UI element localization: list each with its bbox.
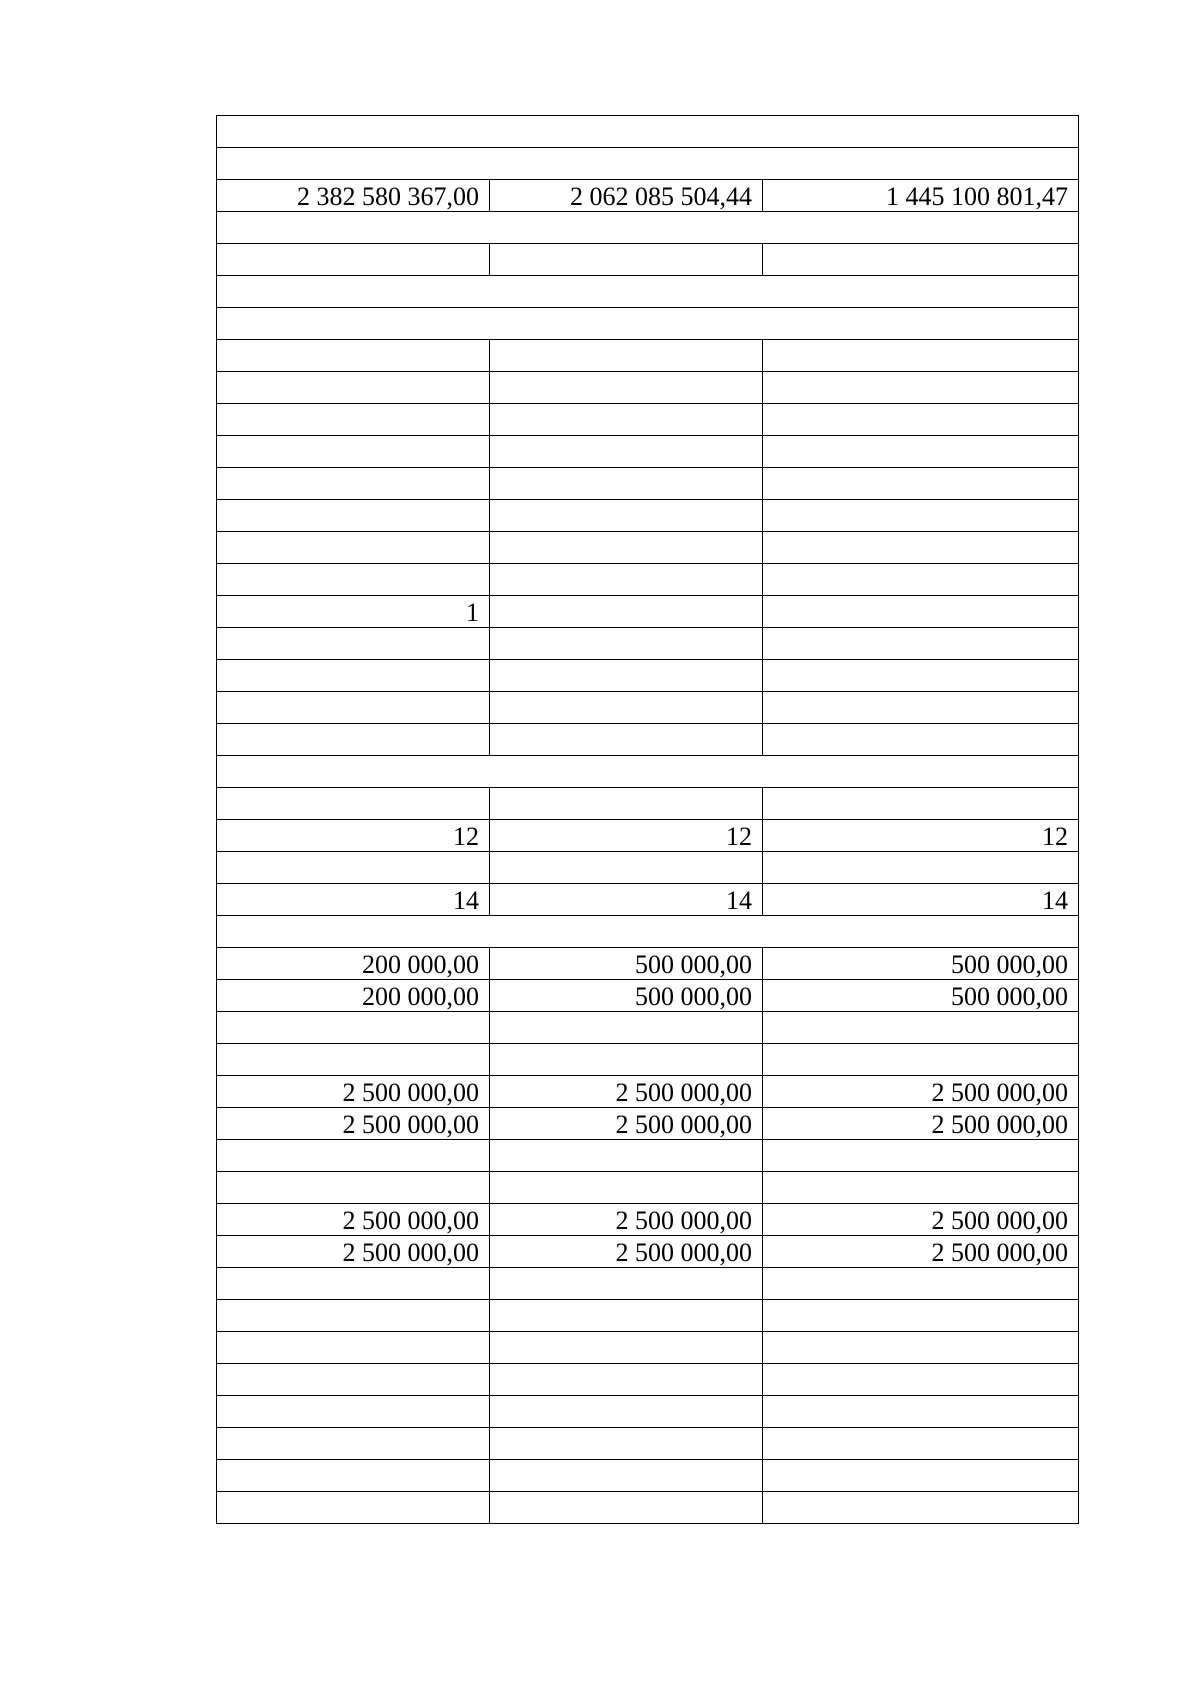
table-cell: 2 500 000,00 (217, 1204, 490, 1236)
table-cell (490, 372, 763, 404)
table-row (217, 404, 1079, 436)
table-row (217, 180, 1079, 212)
table-cell (217, 468, 490, 500)
table-cell (490, 1492, 763, 1524)
table-cell: 500 000,00 (490, 948, 763, 980)
table-cell: 2 500 000,00 (217, 1236, 490, 1268)
table-cell (763, 1268, 1079, 1300)
table-cell (217, 1140, 490, 1172)
table-cell (217, 1044, 490, 1076)
table-cell (763, 532, 1079, 564)
table-row (217, 532, 1079, 564)
table-cell: 2 062 085 504,44 (490, 180, 763, 212)
table-cell (490, 1140, 763, 1172)
table-cell (217, 436, 490, 468)
table-row (217, 788, 1079, 820)
table-cell (217, 1300, 490, 1332)
table-row (217, 1108, 1079, 1140)
table-cell: 2 500 000,00 (490, 1108, 763, 1140)
table-row (217, 564, 1079, 596)
table-cell (490, 628, 763, 660)
table-cell (763, 724, 1079, 756)
table-row (217, 244, 1079, 276)
table-cell: 1 (217, 596, 490, 628)
table-cell (763, 1300, 1079, 1332)
merged-cell (217, 756, 1079, 788)
table-cell (490, 724, 763, 756)
table-row (217, 308, 1079, 340)
table-cell (763, 596, 1079, 628)
table-row (217, 1236, 1079, 1268)
table-cell (217, 532, 490, 564)
table-row (217, 1044, 1079, 1076)
table-cell (490, 660, 763, 692)
table-cell (217, 1172, 490, 1204)
table-cell (763, 244, 1079, 276)
table-cell (217, 1396, 490, 1428)
table-cell: 12 (490, 820, 763, 852)
table-cell (217, 564, 490, 596)
table-row (217, 884, 1079, 916)
table-row (217, 1396, 1079, 1428)
table-cell (763, 500, 1079, 532)
table-cell: 14 (490, 884, 763, 916)
table-cell (217, 1332, 490, 1364)
table-row (217, 468, 1079, 500)
table-cell (490, 1268, 763, 1300)
table-cell: 2 500 000,00 (763, 1236, 1079, 1268)
table-cell: 2 500 000,00 (763, 1076, 1079, 1108)
table-cell (763, 1492, 1079, 1524)
table-cell (217, 372, 490, 404)
table-row (217, 1204, 1079, 1236)
merged-cell (217, 308, 1079, 340)
table-row (217, 276, 1079, 308)
merged-cell (217, 276, 1079, 308)
table-cell (217, 340, 490, 372)
table-row (217, 1140, 1079, 1172)
table-cell (763, 1044, 1079, 1076)
table-row (217, 1364, 1079, 1396)
table-cell (490, 788, 763, 820)
table-cell (763, 1396, 1079, 1428)
table-row (217, 916, 1079, 948)
table-cell: 2 500 000,00 (217, 1076, 490, 1108)
table-cell (217, 1428, 490, 1460)
table-cell (217, 692, 490, 724)
table-cell (763, 628, 1079, 660)
table-cell (490, 340, 763, 372)
table-cell (217, 660, 490, 692)
table-cell (217, 628, 490, 660)
table-row (217, 660, 1079, 692)
table-cell: 14 (217, 884, 490, 916)
table-cell (763, 404, 1079, 436)
merged-cell (217, 916, 1079, 948)
table-row (217, 1300, 1079, 1332)
table-cell: 1 445 100 801,47 (763, 180, 1079, 212)
table-cell (763, 660, 1079, 692)
table-cell (763, 1332, 1079, 1364)
table-cell: 200 000,00 (217, 948, 490, 980)
table-cell (490, 500, 763, 532)
table-cell (490, 1396, 763, 1428)
table-cell: 2 500 000,00 (763, 1108, 1079, 1140)
table-cell: 12 (217, 820, 490, 852)
table-cell (763, 468, 1079, 500)
table-cell: 14 (763, 884, 1079, 916)
merged-cell (217, 116, 1079, 148)
table-row (217, 116, 1079, 148)
table-cell (490, 244, 763, 276)
table-row (217, 212, 1079, 244)
table-cell (490, 436, 763, 468)
table-cell (763, 1460, 1079, 1492)
table-row (217, 1428, 1079, 1460)
table-cell (763, 1172, 1079, 1204)
table-cell: 12 (763, 820, 1079, 852)
table-row (217, 756, 1079, 788)
table-cell (217, 1460, 490, 1492)
table-cell (763, 852, 1079, 884)
table-row (217, 340, 1079, 372)
table-cell (490, 1332, 763, 1364)
table-cell (217, 1492, 490, 1524)
table-row (217, 596, 1079, 628)
table-cell (217, 852, 490, 884)
table-cell (490, 468, 763, 500)
table-row (217, 1172, 1079, 1204)
table-row (217, 1492, 1079, 1524)
table-cell (763, 788, 1079, 820)
table-cell (763, 692, 1079, 724)
table-row (217, 1332, 1079, 1364)
table-cell (490, 1428, 763, 1460)
table-cell (763, 372, 1079, 404)
table-cell: 500 000,00 (490, 980, 763, 1012)
table-row (217, 1268, 1079, 1300)
table-cell (490, 692, 763, 724)
table-row (217, 500, 1079, 532)
table-cell (763, 340, 1079, 372)
table-cell (490, 1460, 763, 1492)
table-cell (763, 564, 1079, 596)
table-cell: 200 000,00 (217, 980, 490, 1012)
table-row (217, 1076, 1079, 1108)
merged-cell (217, 212, 1079, 244)
table-cell (217, 788, 490, 820)
table-cell (217, 404, 490, 436)
table-cell: 2 382 580 367,00 (217, 180, 490, 212)
financial-table (216, 115, 1079, 1524)
table-cell (490, 404, 763, 436)
table-cell: 2 500 000,00 (490, 1076, 763, 1108)
table-cell (763, 1140, 1079, 1172)
table-row (217, 820, 1079, 852)
table-cell: 2 500 000,00 (490, 1204, 763, 1236)
table-cell (217, 1268, 490, 1300)
table-row (217, 852, 1079, 884)
table-cell (490, 532, 763, 564)
table-cell (763, 1012, 1079, 1044)
table-cell (217, 1364, 490, 1396)
table-cell (217, 500, 490, 532)
merged-cell (217, 148, 1079, 180)
table-cell (217, 244, 490, 276)
table-cell: 2 500 000,00 (217, 1108, 490, 1140)
table-cell (217, 1012, 490, 1044)
table-cell: 2 500 000,00 (763, 1204, 1079, 1236)
table-cell (490, 1364, 763, 1396)
table-row (217, 980, 1079, 1012)
table-body (217, 116, 1079, 1524)
table-row (217, 148, 1079, 180)
table-row (217, 948, 1079, 980)
table-row (217, 1012, 1079, 1044)
table-row (217, 436, 1079, 468)
table-cell (763, 1364, 1079, 1396)
table-cell (490, 1172, 763, 1204)
table-cell (490, 564, 763, 596)
table-cell (490, 1012, 763, 1044)
table-row (217, 628, 1079, 660)
table-cell (763, 1428, 1079, 1460)
table-row (217, 692, 1079, 724)
table-cell: 500 000,00 (763, 948, 1079, 980)
table-row (217, 724, 1079, 756)
table-cell (490, 1044, 763, 1076)
table-cell: 500 000,00 (763, 980, 1079, 1012)
table-cell (490, 596, 763, 628)
table-cell: 2 500 000,00 (490, 1236, 763, 1268)
table-cell (490, 1300, 763, 1332)
table-cell (217, 724, 490, 756)
table-cell (490, 852, 763, 884)
table-cell (763, 436, 1079, 468)
table-row (217, 1460, 1079, 1492)
table-row (217, 372, 1079, 404)
